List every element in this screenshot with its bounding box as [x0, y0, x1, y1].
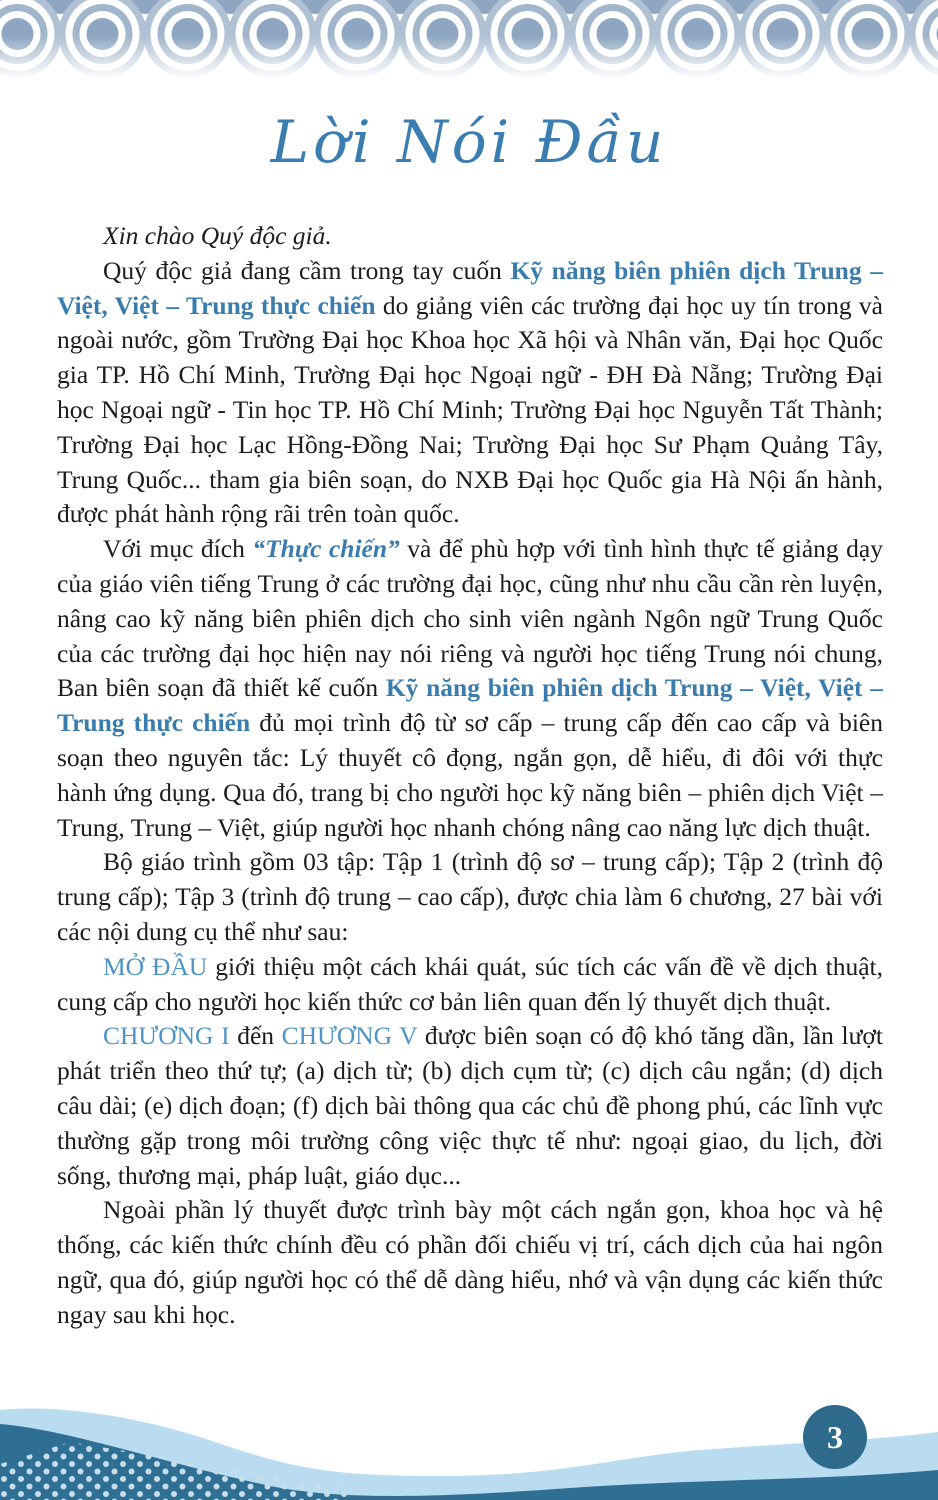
text-run-caps-blue: MỞ ĐẦU: [103, 951, 208, 981]
text-run-bold-blue: Kỹ năng biên phiên dịch Trung – Việt, Việt – Trung thực chiến: [57, 255, 883, 320]
paragraph: [57, 1019, 883, 1193]
paragraph: [57, 532, 883, 845]
wave-scale: [654, 0, 742, 78]
text-run: giới thiệu một cách khái quát, súc tích các vấn đề về dịch thuật, cung cấp cho người học kiến thức cơ bản liên quan đến lý thuyết dịch thuật.: [57, 951, 883, 1016]
paragraph: [57, 1193, 883, 1332]
preface-text: [57, 219, 883, 1333]
wave-scale: [569, 0, 657, 78]
text-run: đến: [229, 1021, 282, 1051]
page-number: 3: [827, 1418, 843, 1455]
wave-scale: [314, 0, 402, 78]
text-run: đủ mọi trình độ từ sơ cấp – trung cấp đến cao cấp và biên soạn theo nguyên tắc: Lý thuyết cô đọng, ngắn gọn, dễ hiểu, đi đôi với thực hành ứng dụng. Qua đó, trang bị cho người học kỹ năng biên – phiên dịch Việt – Trung, Trung – Việt, giúp người học nhanh chóng nâng cao năng lực dịch thuật.: [57, 708, 883, 842]
text-run: Quý độc giả đang cầm trong tay cuốn: [103, 255, 511, 285]
text-run: và để phù hợp với tình hình thực tế giảng dạy của giáo viên tiếng Trung ở các trường đại học, cũng như nhu cầu cần rèn luyện, nâng cao kỹ năng biên phiên dịch cho sinh viên ngành Ngôn ngữ Trung Quốc của các trường đại học hiện nay nói riêng và người học tiếng Trung nói chung, Ban biên soạn đã thiết kế cuốn: [57, 534, 883, 703]
text-run: được biên soạn có độ khó tăng dần, lần lượt phát triển theo thứ tự; (a) dịch từ; (b) dịch cụm từ; (c) dịch câu ngắn; (d) dịch câu dài; (e) dịch đoạn; (f) dịch bài thông qua các chủ đề phong phú, các lĩnh vực thường gặp trong môi trường công việc thực tế như: ngoại giao, du lịch, đời sống, thương mại, pháp luật, giáo dục...: [57, 1021, 883, 1190]
wave-scale: [229, 0, 317, 78]
text-run: do giảng viên các trường đại học uy tín trong và ngoài nước, gồm Trường Đại học Khoa học Xã hội và Nhân văn, Đại học Quốc gia TP. Hồ Chí Minh, Trường Đại học Ngoại ngữ - ĐH Đà Nẵng; Trường Đại học Ngoại ngữ - Tin học TP. Hồ Chí Minh; Trường Đại học Nguyễn Tất Thành; Trường Đại học Lạc Hồng-Đồng Nai; Trường Đại học Sư Phạm Quảng Tây, Trung Quốc... tham gia biên soạn, do NXB Đại học Quốc gia Hà Nội ấn hành, được phát hành rộng rãi trên toàn quốc.: [57, 290, 883, 529]
paragraph: [57, 219, 883, 254]
text-run-italic: Xin chào Quý độc giả.: [103, 221, 332, 250]
wave-scale: [739, 0, 827, 78]
footer-wave-decoration: [0, 1400, 938, 1500]
page-number-badge: [803, 1405, 867, 1469]
text-run-bold-blue: Kỹ năng biên phiên dịch Trung – Việt, Việt – Trung thực chiến: [57, 673, 884, 738]
wave-scale: [59, 0, 147, 78]
paragraph: [57, 845, 883, 949]
text-run-bold-italic-blue: “Thực chiến”: [252, 534, 400, 564]
wave-scale: [0, 0, 62, 78]
page-title: Lời Nói Đầu: [270, 108, 668, 176]
text-run: Ngoài phần lý thuyết được trình bày một cách ngắn gọn, khoa học và hệ thống, các kiến thức chính đều có phần đối chiếu vị trí, cách dịch của hai ngôn ngữ, qua đó, giúp người học có thể dễ dàng hiểu, nhớ và vận dụng các kiến thức ngay sau khi học.: [57, 1195, 883, 1329]
text-run: Bộ giáo trình gồm 03 tập: Tập 1 (trình độ sơ – trung cấp); Tập 2 (trình độ trung cấp); Tập 3 (trình độ trung – cao cấp), được chia làm 6 chương, 27 bài với các nội dung cụ thể như sau:: [57, 847, 883, 946]
wave-scale: [824, 0, 912, 78]
text-run-caps-blue: CHƯƠNG I: [103, 1021, 230, 1051]
text-run: Với mục đích: [103, 534, 253, 564]
wave-scale: [144, 0, 232, 78]
wave-scale: [484, 0, 572, 78]
text-run-caps-blue: CHƯƠNG V: [281, 1021, 418, 1051]
paragraph: [57, 254, 883, 532]
paragraph: [57, 950, 883, 1020]
seigaiha-wave-pattern: [0, 0, 938, 80]
wave-scale: [399, 0, 487, 78]
